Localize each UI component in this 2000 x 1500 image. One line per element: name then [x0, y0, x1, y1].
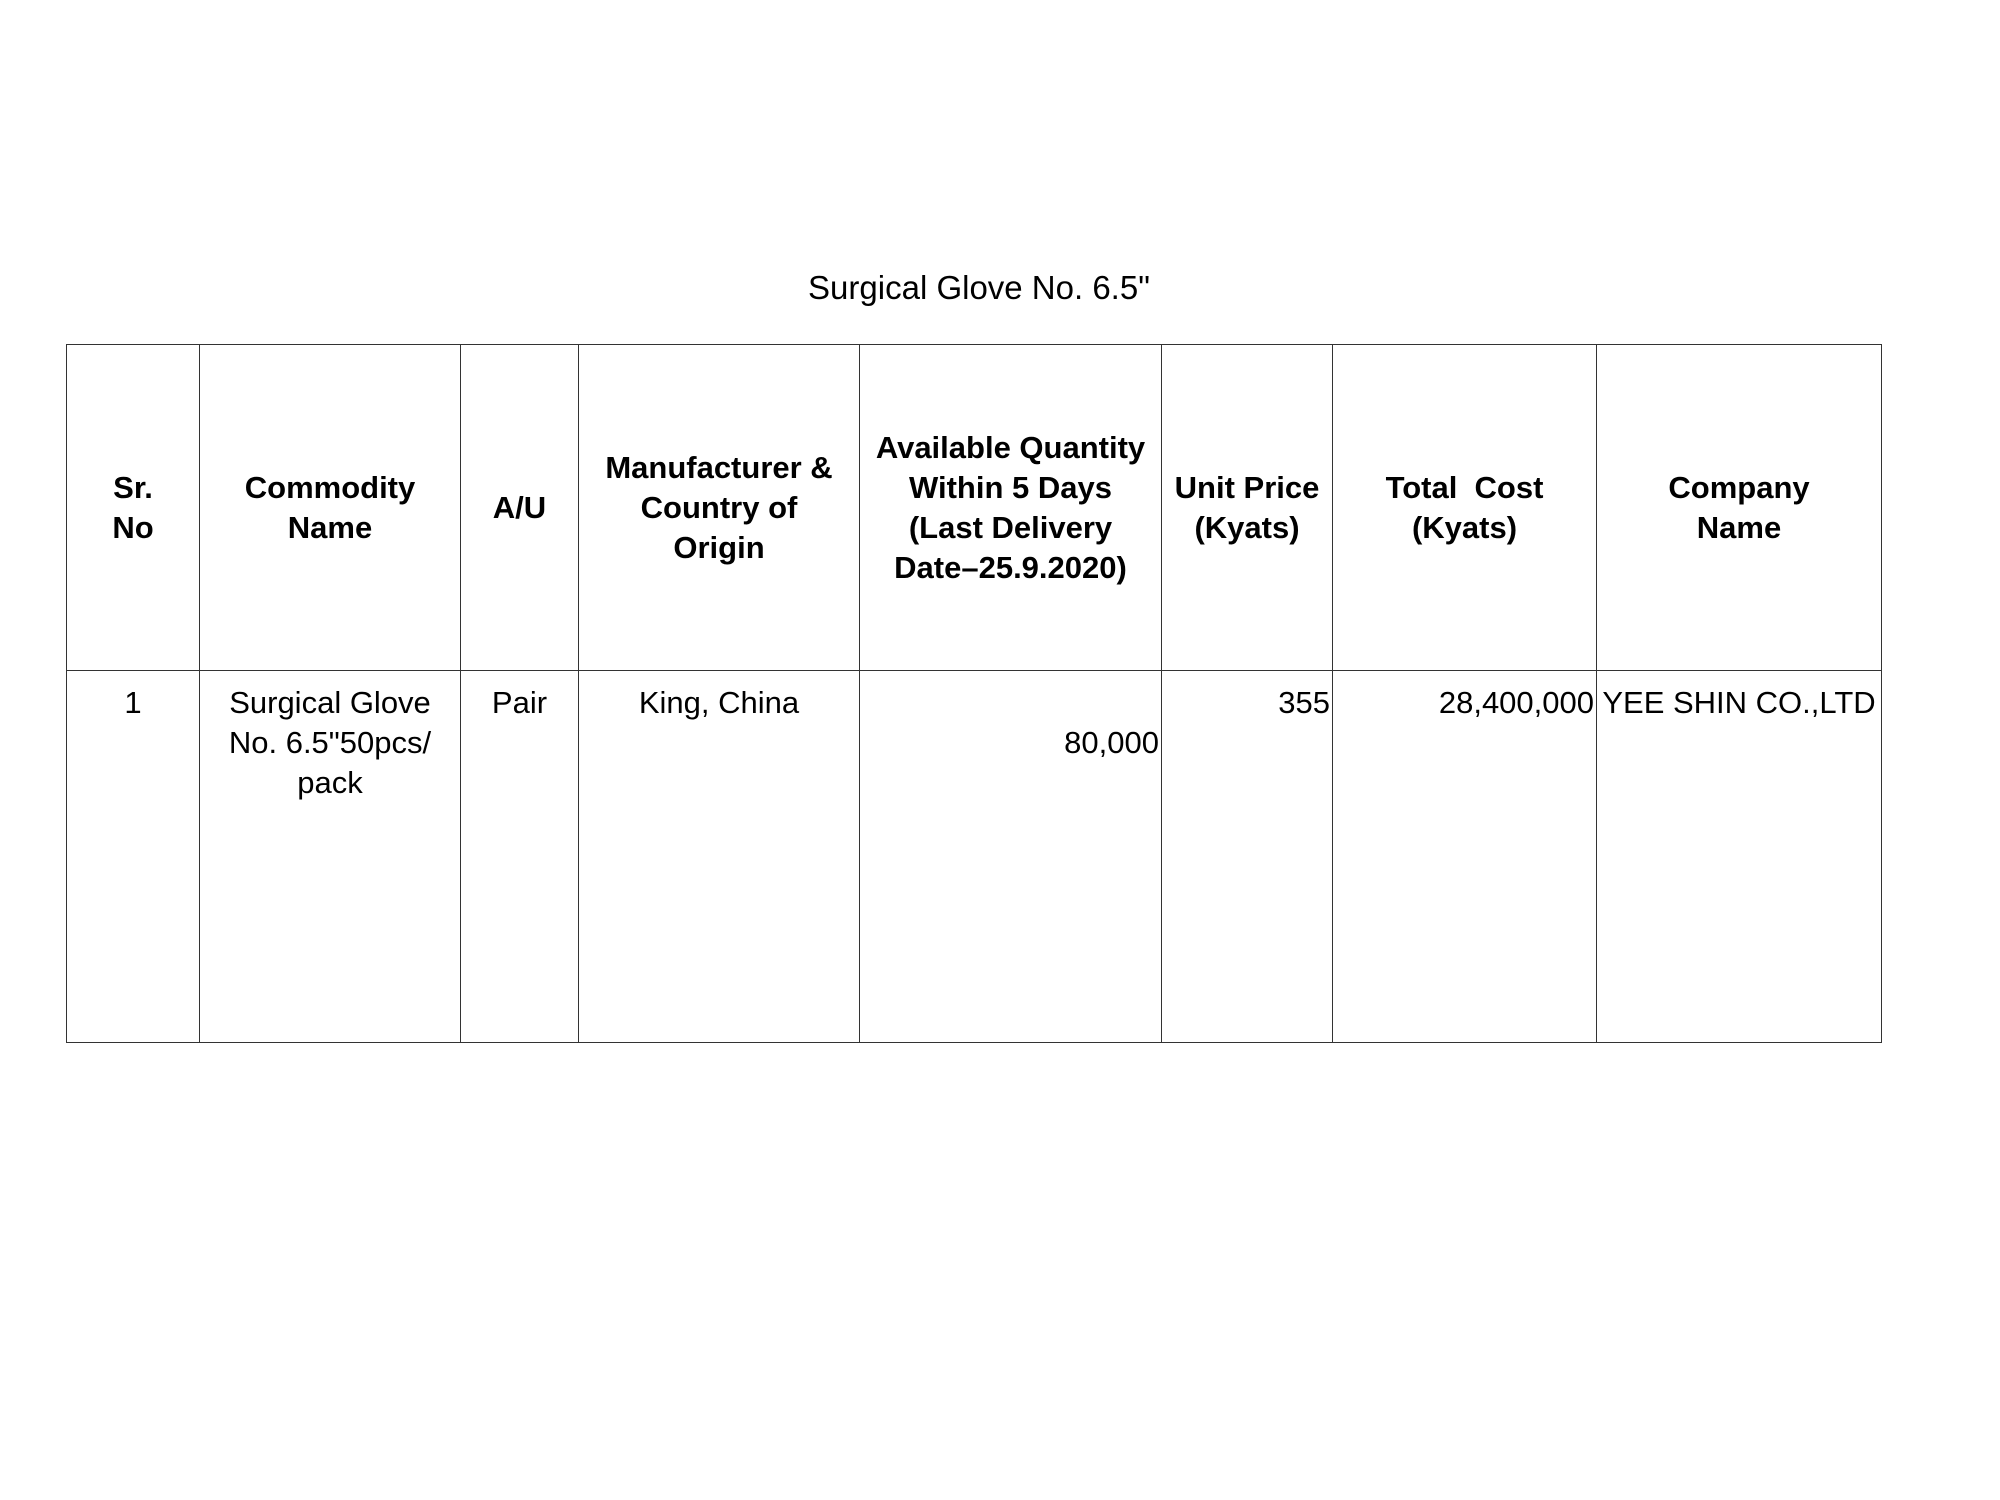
cell-total-cost: 28,400,000	[1333, 671, 1597, 1043]
header-sr-no: Sr. No	[67, 345, 200, 671]
page-title: Surgical Glove No. 6.5"	[808, 269, 1150, 306]
header-au: A/U	[461, 345, 579, 671]
header-available-quantity: Available Quantity Within 5 Days (Last Delivery Date–25.9.2020)	[860, 345, 1162, 671]
cell-available-quantity: 80,000	[860, 671, 1162, 1043]
cell-company-name: YEE SHIN CO.,LTD	[1597, 671, 1882, 1043]
table-header-row	[67, 345, 1882, 671]
header-unit-price: Unit Price (Kyats)	[1162, 345, 1333, 671]
table-row	[67, 671, 1882, 1043]
quotation-table	[66, 344, 1882, 1043]
header-total-cost: Total Cost (Kyats)	[1333, 345, 1597, 671]
header-manufacturer: Manufacturer & Country of Origin	[579, 345, 860, 671]
cell-commodity-name: Surgical Glove No. 6.5"50pcs/ pack	[200, 671, 461, 1043]
cell-manufacturer: King, China	[579, 671, 860, 1043]
header-commodity-name: Commodity Name	[200, 345, 461, 671]
cell-au: Pair	[461, 671, 579, 1043]
cell-unit-price: 355	[1162, 671, 1333, 1043]
cell-sr-no: 1	[67, 671, 200, 1043]
header-company-name: Company Name	[1597, 345, 1882, 671]
